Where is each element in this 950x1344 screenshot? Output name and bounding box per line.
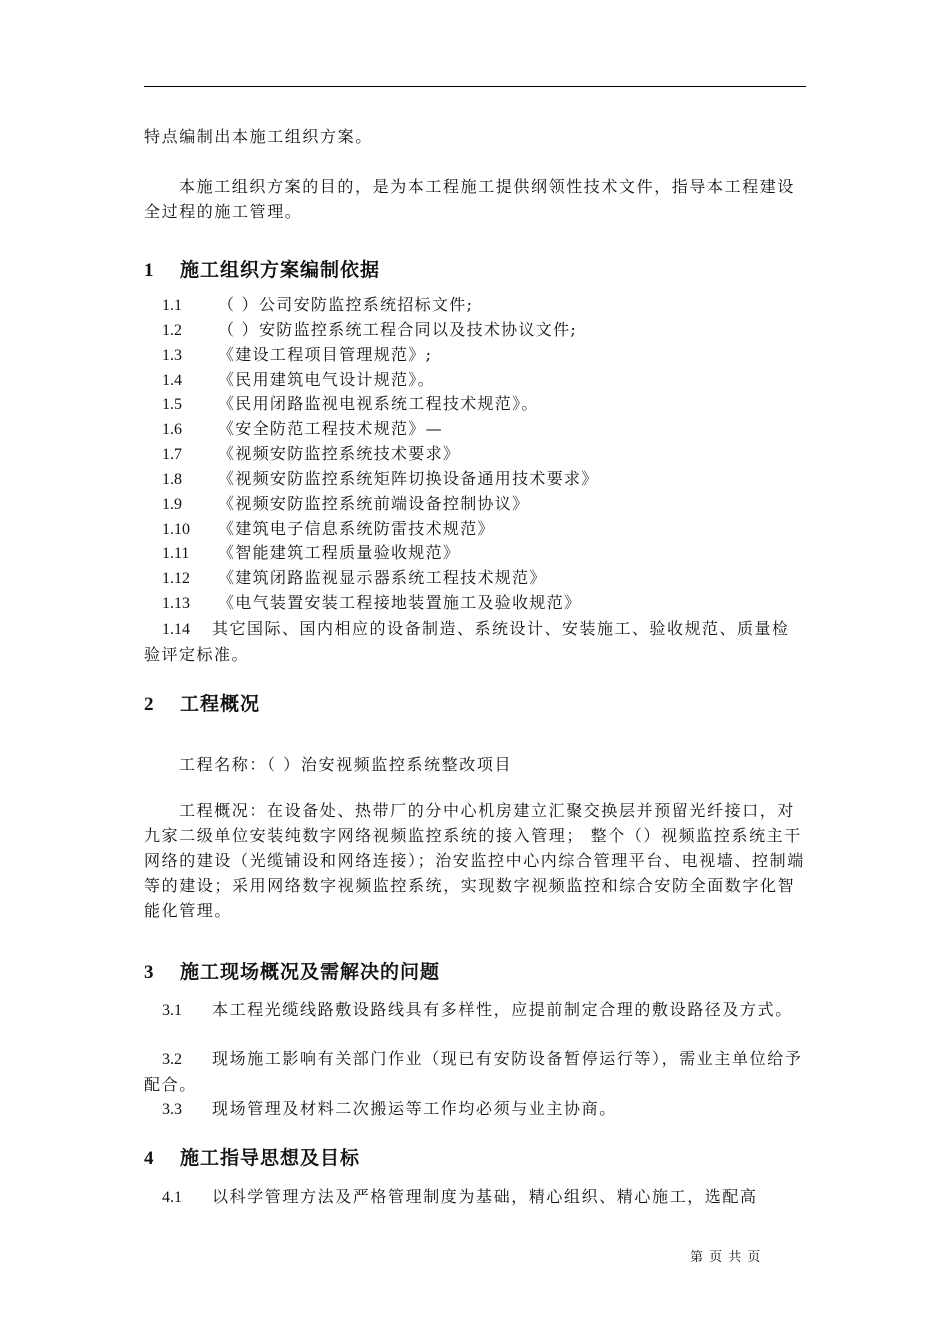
header-rule [144,86,806,87]
intro-paragraph: 本施工组织方案的目的，是为本工程施工提供纲领性技术文件，指导本工程建设全过程的施工管理。 [144,177,796,221]
list-item [144,517,806,542]
item-number: 4.1 [162,1189,182,1206]
item-number: 3.3 [162,1101,182,1118]
section-title: 施工组织方案编制依据 [180,259,381,281]
list-item [144,343,806,368]
section-3-heading [144,958,806,987]
item-text: （ ）安防监控系统工程合同以及技术协议文件; [218,319,578,339]
item-text: 《智能建筑工程质量验收规范》 [218,543,461,563]
item-text: 《视频安防监控系统矩阵切换设备通用技术要求》 [218,468,599,488]
project-name: 工程名称：（ ）治安视频监控系统整改项目 [179,755,513,774]
page-footer: 第 页 共 页 [690,1250,762,1265]
item-text: 以科学管理方法及严格管理制度为基础，精心组织、精心施工，选配高 [212,1187,758,1206]
section-2-heading [144,690,806,719]
item-number: 1.2 [162,321,182,339]
item-number: 3.2 [162,1051,182,1068]
list-item [144,566,806,591]
item-number: 1.4 [162,371,182,389]
item-text: 现场施工影响有关部门作业（现已有安防设备暂停运行等），需业主单位给予配合。 [144,1049,803,1094]
intro-line: 特点编制出本施工组织方案。 [144,127,373,146]
item-number: 1.7 [162,446,182,464]
list-item [144,997,806,1023]
item-number: 1.13 [162,595,190,613]
list-item [144,616,806,667]
basis-list [144,293,806,667]
list-item [144,392,806,417]
item-number: 1.6 [162,421,182,439]
section-4-heading [144,1144,806,1173]
list-item [144,318,806,343]
item-number: 1.12 [162,570,190,588]
item-text: 《安全防范工程技术规范》— [218,419,443,439]
item-number: 1.3 [162,346,182,364]
section-number: 2 [144,694,155,715]
item-text: 《民用闭路监视电视系统工程技术规范》。 [218,394,539,414]
list-item [144,368,806,393]
list-item [144,293,806,318]
item-text: 《建筑电子信息系统防雷技术规范》 [218,518,495,538]
list-item [144,1184,806,1210]
item-text: 《视频安防监控系统前端设备控制协议》 [218,493,530,513]
list-item [144,442,806,467]
section-title: 施工现场概况及需解决的问题 [180,961,441,983]
item-text: 《民用建筑电气设计规范》。 [218,369,435,389]
list-item [144,417,806,442]
list-item [144,492,806,517]
item-text: 《建筑闭路监视显示器系统工程技术规范》 [218,568,547,588]
item-text: 本工程光缆线路敷设路线具有多样性，应提前制定合理的敷设路径及方式。 [212,1000,793,1019]
item-text: 《建设工程项目管理规范》; [218,344,433,364]
section-number: 3 [144,962,155,983]
item-number: 1.5 [162,396,182,414]
item-number: 1.14 [162,620,190,638]
section-number: 4 [144,1148,155,1169]
section-title: 工程概况 [180,693,261,715]
list-item [144,467,806,492]
item-text: 《电气装置安装工程接地装置施工及验收规范》 [218,593,582,613]
item-number: 1.11 [162,545,190,563]
project-overview: 工程概况：在设备处、热带厂的分中心机房建立汇聚交换层并预留光纤接口，对九家二级单位安装纯数字网络视频监控系统的接入管理； 整个（）视频监控系统主干网络的建设（光缆铺设和网络连接）；治安监控中心内综合管理平台、电视墙、控制端等的建设；采用网络数字视频监控系统，实现数字视频监控和综合安防全面数字化智能化管理。 [144,801,805,920]
list-item [144,591,806,616]
item-text: 其它国际、国内相应的设备制造、系统设计、安装施工、验收规范、质量检验评定标准。 [144,618,790,664]
section-number: 1 [144,260,155,281]
list-item [144,541,806,566]
item-number: 1.9 [162,495,182,513]
section-1-heading [144,256,806,285]
item-text: 《视频安防监控系统技术要求》 [218,444,461,464]
item-number: 3.1 [162,1002,182,1019]
list-item [144,1096,806,1122]
item-number: 1.8 [162,470,182,488]
item-text: （ ）公司安防监控系统招标文件; [218,295,474,314]
section-title: 施工指导思想及目标 [180,1147,361,1169]
list-item [144,1046,806,1097]
item-number: 1.10 [162,520,190,538]
item-number: 1.1 [162,297,182,314]
item-text: 现场管理及材料二次搬运等工作均必须与业主协商。 [212,1099,617,1118]
